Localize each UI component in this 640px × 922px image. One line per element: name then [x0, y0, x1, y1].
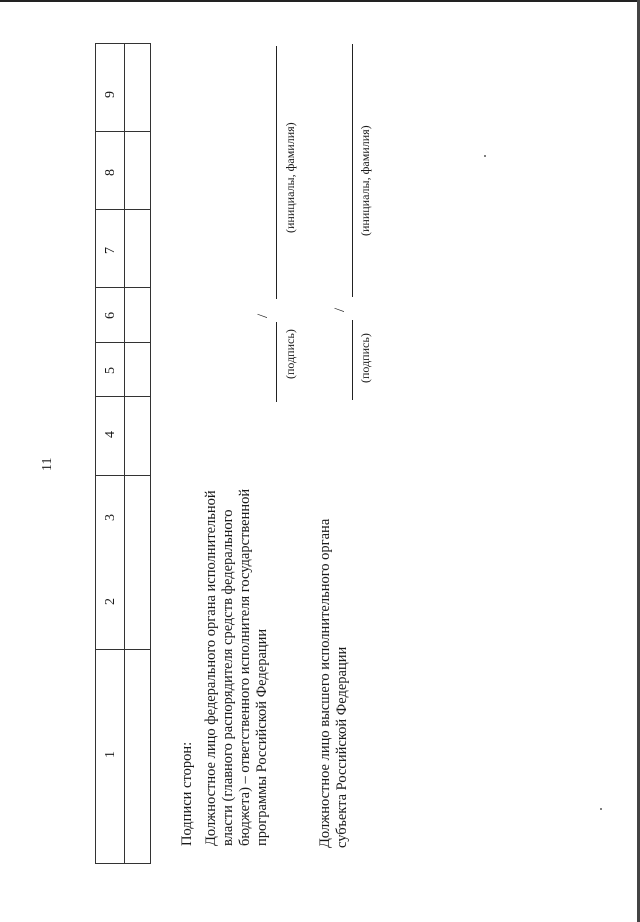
table-column-number: 6	[103, 312, 118, 319]
signatures-heading: Подписи сторон:	[179, 741, 195, 846]
table-column-divider	[96, 342, 150, 343]
table-column-number: 4	[103, 431, 118, 438]
federal-name-line	[276, 46, 277, 299]
table-column-divider	[96, 209, 150, 210]
federal-official-title-line: власти (главного распорядителя средств федерального	[220, 509, 236, 846]
federal-signature-line	[276, 322, 277, 402]
table-column-number: 1	[103, 751, 118, 758]
table-column-number: 2	[103, 598, 118, 605]
scan-speck	[600, 808, 602, 810]
scan-speck	[484, 155, 486, 157]
federal-official-title-line: бюджета) – ответственного исполнителя государственной	[237, 488, 253, 846]
regional-separator: /	[332, 307, 348, 312]
table-column-number: 8	[103, 169, 118, 176]
table-column-divider	[96, 649, 150, 650]
regional-official-title-line: Должностное лицо высшего исполнительного органа	[317, 518, 333, 848]
table-column-number: 9	[103, 91, 118, 98]
table-column-number: 3	[103, 514, 118, 521]
federal-official-title-line: программы Российской Федерации	[254, 628, 270, 846]
regional-name-caption: (инициалы, фамилия)	[358, 125, 372, 236]
table-column-number: 5	[103, 367, 118, 374]
regional-official-title-line: субъекта Российской Федерации	[334, 646, 350, 848]
regional-signature-caption: (подпись)	[358, 333, 372, 383]
table-column-number: 7	[103, 247, 118, 254]
regional-signature-line	[352, 320, 353, 400]
federal-official-title-line: Должностное лицо федерального органа исполнительной	[203, 490, 219, 846]
table-header-row-divider	[124, 44, 125, 863]
table-column-divider	[96, 475, 150, 476]
table-column-divider	[96, 396, 150, 397]
federal-signature-caption: (подпись)	[283, 329, 297, 379]
table-column-divider	[96, 287, 150, 288]
table	[95, 43, 151, 864]
page-number: 11	[40, 457, 55, 471]
regional-name-line	[352, 44, 353, 297]
federal-name-caption: (инициалы, фамилия)	[283, 122, 297, 233]
federal-separator: /	[255, 313, 271, 318]
scan-edge-top	[0, 0, 640, 2]
table-column-divider	[96, 131, 150, 132]
